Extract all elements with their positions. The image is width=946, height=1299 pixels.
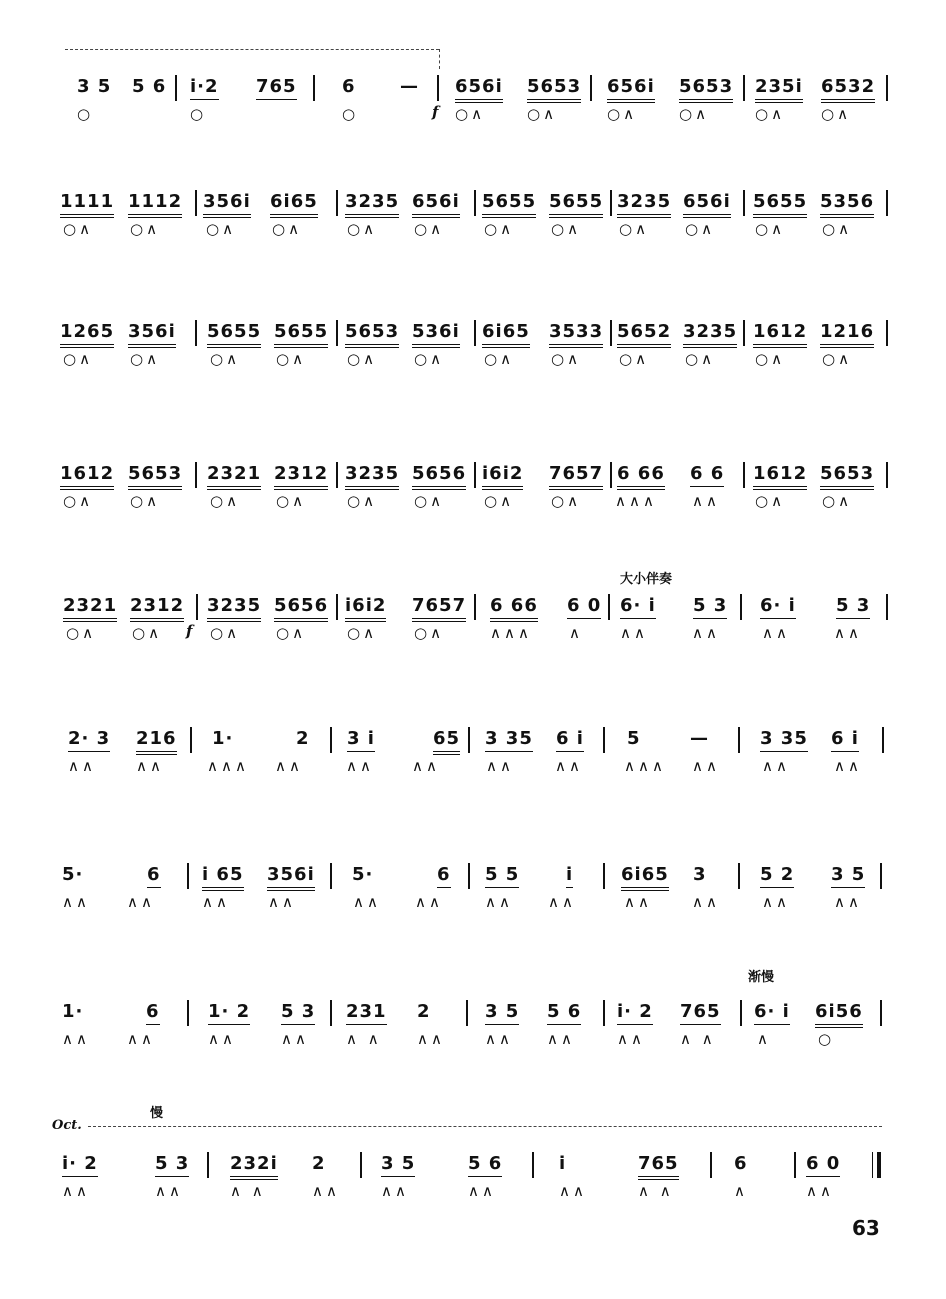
note-group: 6· i [760, 594, 796, 619]
note-group: i [566, 863, 573, 888]
articulation-mark: ∧∧ [692, 624, 720, 642]
barline [336, 462, 338, 488]
articulation-mark: ∧ ∧ [230, 1182, 266, 1200]
note-group: 6 i [831, 727, 859, 752]
note-group: 765 [638, 1152, 679, 1180]
barline [743, 190, 745, 216]
note-group: i6i2 [482, 462, 523, 490]
note-group: 6i65 [621, 863, 669, 891]
barline [608, 594, 610, 620]
barline [187, 863, 189, 889]
articulation-mark: ∧∧ [834, 757, 862, 775]
articulation-mark: ∧∧ [624, 893, 652, 911]
barline [603, 863, 605, 889]
note-group: 1612 [753, 320, 807, 348]
note-group: — [400, 76, 419, 97]
articulation-mark: ∧ [757, 1030, 771, 1048]
note-group: 3 5 [485, 1000, 519, 1025]
note-group: i· 2 [62, 1152, 98, 1177]
barline [474, 190, 476, 216]
articulation-mark: ○∧ [347, 492, 378, 510]
note-group: 5· [352, 864, 374, 885]
articulation-mark: ○∧ [63, 220, 94, 238]
note-group: 65 [433, 727, 460, 755]
articulation-mark: ○∧ [619, 350, 650, 368]
note-group: 3533 [549, 320, 603, 348]
note-group: 656i [412, 190, 460, 218]
barline [336, 190, 338, 216]
note-group: 6 0 [806, 1152, 840, 1177]
note-group: 2312 [274, 462, 328, 490]
articulation-mark: ○∧ [272, 220, 303, 238]
articulation-mark: ∧∧ [136, 757, 164, 775]
barline [886, 594, 888, 620]
score-row-7 [0, 863, 946, 963]
note-group: 356i [128, 320, 176, 348]
articulation-mark: ∧∧ [834, 893, 862, 911]
articulation-mark: ○∧ [551, 350, 582, 368]
note-group: 765 [680, 1000, 721, 1025]
articulation-mark: ○∧ [619, 220, 650, 238]
barline [743, 462, 745, 488]
barline [603, 727, 605, 753]
note-group: 6 [437, 863, 451, 888]
articulation-mark: ∧ [569, 624, 583, 642]
octave-dashed-line [88, 1126, 882, 1127]
articulation-mark: ○∧ [414, 350, 445, 368]
articulation-mark: ∧∧ [485, 893, 513, 911]
note-group: 5653 [128, 462, 182, 490]
note-group: 656i [455, 75, 503, 103]
articulation-mark: ∧∧ [353, 893, 381, 911]
barline [740, 1000, 742, 1026]
barline [610, 462, 612, 488]
note-group: 6 [146, 1000, 160, 1025]
score-row-5 [0, 572, 946, 694]
articulation-mark: ○∧ [130, 350, 161, 368]
note-group: 5 3 [836, 594, 870, 619]
barline [532, 1152, 534, 1178]
barline [196, 594, 198, 620]
note-group: 5· [62, 864, 84, 885]
note-group: 5 3 [693, 594, 727, 619]
note-group: 6 66 [490, 594, 538, 622]
barline [175, 75, 177, 101]
articulation-mark: ∧∧ [275, 757, 303, 775]
note-group: 3 5 [381, 1152, 415, 1177]
barline [610, 320, 612, 346]
slow-marking: 慢 [150, 1106, 164, 1121]
barline [195, 320, 197, 346]
articulation-mark: ∧∧ [762, 893, 790, 911]
articulation-mark: ○∧ [755, 105, 786, 123]
note-group: 6· i [620, 594, 656, 619]
barline [190, 727, 192, 753]
articulation-mark: ∧∧ [417, 1030, 445, 1048]
note-group: 656i [607, 75, 655, 103]
barline [207, 1152, 209, 1178]
note-group: 3 5 [831, 863, 865, 888]
articulation-mark: ○∧ [206, 220, 237, 238]
note-group: 5655 [274, 320, 328, 348]
note-group: 5653 [527, 75, 581, 103]
articulation-mark: ∧∧ [617, 1030, 645, 1048]
barline [195, 190, 197, 216]
articulation-mark: ∧∧ [692, 893, 720, 911]
note-group: 6 0 [567, 594, 601, 619]
barline [886, 462, 888, 488]
note-group: i6i2 [345, 594, 386, 622]
articulation-mark: ○∧ [276, 350, 307, 368]
note-group: 5655 [207, 320, 261, 348]
articulation-mark: ○∧ [679, 105, 710, 123]
note-group: 235i [755, 75, 803, 103]
barline [603, 1000, 605, 1026]
note-group: 5653 [679, 75, 733, 103]
note-group: 1612 [753, 462, 807, 490]
score-row-3 [0, 320, 946, 420]
note-group: 3 5 [77, 76, 112, 97]
articulation-mark: ∧∧ [412, 757, 440, 775]
note-group: 5656 [274, 594, 328, 622]
barline [882, 727, 884, 753]
articulation-mark: ∧∧ [415, 893, 443, 911]
note-group: 2321 [207, 462, 261, 490]
articulation-mark: ○∧ [527, 105, 558, 123]
articulation-mark: ∧ ∧ [346, 1030, 382, 1048]
articulation-mark: ∧∧∧ [615, 492, 657, 510]
barline [330, 863, 332, 889]
articulation-mark: ∧∧ [127, 1030, 155, 1048]
score-row-1 [0, 75, 946, 175]
note-group: 7657 [549, 462, 603, 490]
note-group: 6 66 [617, 462, 665, 490]
barline [743, 320, 745, 346]
articulation-mark: ○∧ [414, 492, 445, 510]
articulation-mark: ∧∧ [806, 1182, 834, 1200]
note-group: 1216 [820, 320, 874, 348]
note-group: i [559, 1153, 567, 1174]
note-group: 5 6 [547, 1000, 581, 1025]
articulation-mark: ∧∧ [620, 624, 648, 642]
note-group: 3 35 [760, 727, 808, 752]
note-group: 3235 [207, 594, 261, 622]
note-group: 5655 [549, 190, 603, 218]
articulation-mark: ∧∧ [762, 757, 790, 775]
articulation-mark: ∧∧ [548, 893, 576, 911]
note-group: 6 [147, 863, 161, 888]
articulation-mark: ∧∧∧ [207, 757, 249, 775]
note-group: 5 5 [485, 863, 519, 888]
note-group: 536i [412, 320, 460, 348]
octave-dashed-line [65, 49, 439, 50]
articulation-mark: ○∧ [210, 350, 241, 368]
note-group: 3235 [345, 462, 399, 490]
accompaniment-marking: 大小伴奏 [620, 572, 673, 587]
score-row-4 [0, 462, 946, 562]
note-group: 1265 [60, 320, 114, 348]
articulation-mark: ○∧ [685, 350, 716, 368]
note-group: 765 [256, 75, 297, 100]
articulation-mark: ○∧ [484, 492, 515, 510]
note-group: — [690, 728, 709, 749]
note-group: 1· [62, 1001, 84, 1022]
barline [886, 75, 888, 101]
note-group: 3235 [345, 190, 399, 218]
note-group: 5653 [345, 320, 399, 348]
articulation-mark: ∧∧ [468, 1182, 496, 1200]
articulation-mark: ∧∧ [381, 1182, 409, 1200]
articulation-mark: ∧∧ [208, 1030, 236, 1048]
note-group: 1· [212, 728, 234, 749]
note-group: 232i [230, 1152, 278, 1180]
articulation-mark: ∧∧ [692, 757, 720, 775]
barline [336, 594, 338, 620]
octave-dashed-end [439, 49, 440, 69]
articulation-mark: ∧∧ [202, 893, 230, 911]
articulation-mark: ○∧ [210, 492, 241, 510]
note-group: i 65 [202, 863, 244, 891]
score-row-9 [0, 1106, 946, 1252]
score-row-2 [0, 190, 946, 290]
articulation-mark: ∧∧ [346, 757, 374, 775]
note-group: 6i56 [815, 1000, 863, 1028]
final-barline-thin [872, 1152, 873, 1178]
articulation-mark: ∧∧ [62, 893, 90, 911]
articulation-mark: ○∧ [755, 220, 786, 238]
note-group: 1612 [60, 462, 114, 490]
articulation-mark: ∧∧ [547, 1030, 575, 1048]
articulation-mark: ○∧ [130, 492, 161, 510]
articulation-mark: ○∧ [484, 350, 515, 368]
barline [437, 75, 439, 101]
barline [743, 75, 745, 101]
barline [313, 75, 315, 101]
articulation-mark: ○∧ [822, 350, 853, 368]
note-group: 356i [267, 863, 315, 891]
barline [610, 190, 612, 216]
note-group: 2 [417, 1001, 431, 1022]
note-group: 6i65 [482, 320, 530, 348]
note-group: 3 i [347, 727, 375, 752]
note-group: 6· i [754, 1000, 790, 1025]
note-group: 5655 [753, 190, 807, 218]
barline [710, 1152, 712, 1178]
barline [468, 727, 470, 753]
note-group: 6i65 [270, 190, 318, 218]
articulation-mark: ○∧ [66, 624, 97, 642]
articulation-mark: ○∧ [822, 220, 853, 238]
octave-marking: Oct. [52, 1118, 82, 1133]
final-barline-thick [877, 1152, 881, 1178]
articulation-mark: ○∧ [755, 350, 786, 368]
barline [330, 727, 332, 753]
barline [474, 594, 476, 620]
articulation-mark: ∧∧ [127, 893, 155, 911]
note-group: 6 i [556, 727, 584, 752]
note-group: 6532 [821, 75, 875, 103]
articulation-mark: ○∧ [63, 350, 94, 368]
barline [738, 863, 740, 889]
articulation-mark: ∧∧ [559, 1182, 587, 1200]
note-group: 3 [693, 864, 707, 885]
articulation-mark: ○∧ [484, 220, 515, 238]
note-group: 231 [346, 1000, 387, 1025]
articulation-mark: ○∧ [685, 220, 716, 238]
note-group: 656i [683, 190, 731, 218]
articulation-mark: ∧∧ [486, 757, 514, 775]
note-group: 6 [734, 1153, 748, 1174]
note-group: 216 [136, 727, 177, 755]
articulation-mark: ∧∧ [692, 492, 720, 510]
articulation-mark: ○∧ [347, 220, 378, 238]
barline [590, 75, 592, 101]
note-group: 5 3 [281, 1000, 315, 1025]
barline [880, 1000, 882, 1026]
articulation-mark: ○∧ [276, 492, 307, 510]
articulation-mark: ○ [190, 105, 207, 123]
articulation-mark: ∧ ∧ [680, 1030, 716, 1048]
articulation-mark: ∧∧∧ [490, 624, 532, 642]
articulation-mark: ∧∧ [762, 624, 790, 642]
barline [466, 1000, 468, 1026]
barline [474, 462, 476, 488]
score-row-8 [0, 970, 946, 1100]
note-group: 5 [627, 728, 641, 749]
barline [886, 320, 888, 346]
articulation-mark: ○∧ [132, 624, 163, 642]
barline [880, 863, 882, 889]
note-group: 5 3 [155, 1152, 189, 1177]
ritardando-marking: 渐慢 [748, 970, 775, 985]
note-group: 5655 [482, 190, 536, 218]
articulation-mark: ∧∧ [268, 893, 296, 911]
barline [360, 1152, 362, 1178]
note-group: i· 2 [617, 1000, 653, 1025]
note-group: 2321 [63, 594, 117, 622]
note-group: 1· 2 [208, 1000, 250, 1025]
barline [740, 594, 742, 620]
articulation-mark: ∧∧ [155, 1182, 183, 1200]
articulation-mark: ○∧ [551, 492, 582, 510]
note-group: 2· 3 [68, 727, 110, 752]
articulation-mark: ∧∧ [62, 1030, 90, 1048]
note-group: 5356 [820, 190, 874, 218]
articulation-mark: ○∧ [414, 624, 445, 642]
note-group: 1111 [60, 190, 114, 218]
articulation-mark: ○∧ [347, 350, 378, 368]
barline [738, 727, 740, 753]
note-group: 5 2 [760, 863, 794, 888]
note-group: 2 [312, 1153, 326, 1174]
articulation-mark: ○∧ [551, 220, 582, 238]
articulation-mark: ○ [818, 1030, 835, 1048]
note-group: 6 6 [690, 462, 724, 487]
note-group: 356i [203, 190, 251, 218]
note-group: 5652 [617, 320, 671, 348]
articulation-mark: ○∧ [755, 492, 786, 510]
score-row-6 [0, 727, 946, 827]
articulation-mark: ∧ [734, 1182, 748, 1200]
articulation-mark: ○∧ [414, 220, 445, 238]
note-group: 5 6 [468, 1152, 502, 1177]
barline [195, 462, 197, 488]
articulation-mark: ∧∧ [555, 757, 583, 775]
barline [794, 1152, 796, 1178]
page-number: 63 [852, 1216, 880, 1240]
barline [330, 1000, 332, 1026]
barline [336, 320, 338, 346]
articulation-mark: ○∧ [276, 624, 307, 642]
articulation-mark: ○∧ [210, 624, 241, 642]
note-group: 5656 [412, 462, 466, 490]
note-group: 1112 [128, 190, 182, 218]
articulation-mark: ○∧ [607, 105, 638, 123]
articulation-mark: ∧∧ [62, 1182, 90, 1200]
articulation-mark: ○∧ [63, 492, 94, 510]
barline [474, 320, 476, 346]
dynamic-forte: f [186, 622, 193, 640]
articulation-mark: ○∧ [347, 624, 378, 642]
articulation-mark: ○∧ [130, 220, 161, 238]
articulation-mark: ∧∧∧ [624, 757, 666, 775]
note-group: 3235 [683, 320, 737, 348]
note-group: 2312 [130, 594, 184, 622]
articulation-mark: ∧∧ [281, 1030, 309, 1048]
articulation-mark: ∧∧ [68, 757, 96, 775]
articulation-mark: ○ [77, 105, 94, 123]
barline [187, 1000, 189, 1026]
note-group: 5653 [820, 462, 874, 490]
articulation-mark: ○ [342, 105, 359, 123]
note-group: 5 6 [132, 76, 167, 97]
articulation-mark: ∧ ∧ [638, 1182, 674, 1200]
articulation-mark: ○∧ [822, 492, 853, 510]
articulation-mark: ∧∧ [834, 624, 862, 642]
articulation-mark: ○∧ [821, 105, 852, 123]
articulation-mark: ○∧ [455, 105, 486, 123]
barline [468, 863, 470, 889]
note-group: 7657 [412, 594, 466, 622]
note-group: i·2 [190, 75, 219, 100]
dynamic-forte: f [432, 103, 439, 121]
articulation-mark: ∧∧ [485, 1030, 513, 1048]
note-group: 3235 [617, 190, 671, 218]
articulation-mark: ∧∧ [312, 1182, 340, 1200]
note-group: 6 [342, 76, 356, 97]
note-group: 3 35 [485, 727, 533, 752]
barline [886, 190, 888, 216]
note-group: 2 [296, 728, 310, 749]
